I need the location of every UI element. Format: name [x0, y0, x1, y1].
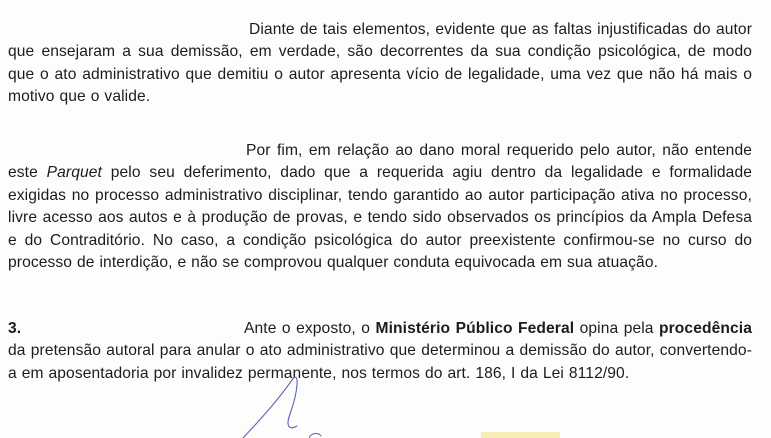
section-3-text-start: Ante o exposto, o — [244, 320, 376, 337]
paragraph-2-text-end: pelo seu deferimento, dado que a requerida agiu dentro da legalidade e formalidade exigidas no processo administrativo disciplinar, tendo garantido ao autor participação ativa no processo, livre acesso aos autos e à produção de provas, e tendo sido observados os princípios da Ampla Defesa e do Contraditório. No caso, a condição psicológica do autor preexistente confirmou-se no curso do processo de interdição, e não se comprovou qualquer conduta equivocada em sua atuação. — [8, 164, 752, 272]
paragraph-2-text-start: Por fim, em relação ao dano moral requerido pelo autor, não entende este — [8, 142, 752, 182]
section-3-conclusion — [8, 318, 752, 385]
paragraph-1-text: Diante de tais elementos, evidente que as faltas injustificadas do autor que ensejaram a sua demissão, em verdade, são decorrentes da sua condição psicológica, de modo que o ato administrativo que demitiu o autor apresenta vício de legalidade, uma vez que não há mais o motivo que o valide. — [8, 21, 752, 106]
paragraph-moral-damage — [8, 140, 752, 274]
mpf-entity-name: Ministério Público Federal — [375, 320, 575, 337]
signature-stroke-icon — [243, 377, 297, 438]
procedencia-term: procedência — [659, 320, 752, 337]
section-3-text-end: da pretensão autoral para anular o ato administrativo que determinou a demissão do autor, convertendo-a em aposentadoria por invalidez permanente, nos termos do art. 186, I da Lei 8112/90. — [8, 342, 752, 382]
signature-loop-icon — [309, 434, 321, 438]
paragraph-conclusion-psychological-condition — [8, 19, 752, 109]
stamp-fragment-icon — [481, 432, 560, 438]
section-3-text-middle: opina pela — [574, 320, 660, 337]
section-number: 3. — [8, 320, 22, 337]
parquet-term: Parquet — [46, 164, 102, 182]
